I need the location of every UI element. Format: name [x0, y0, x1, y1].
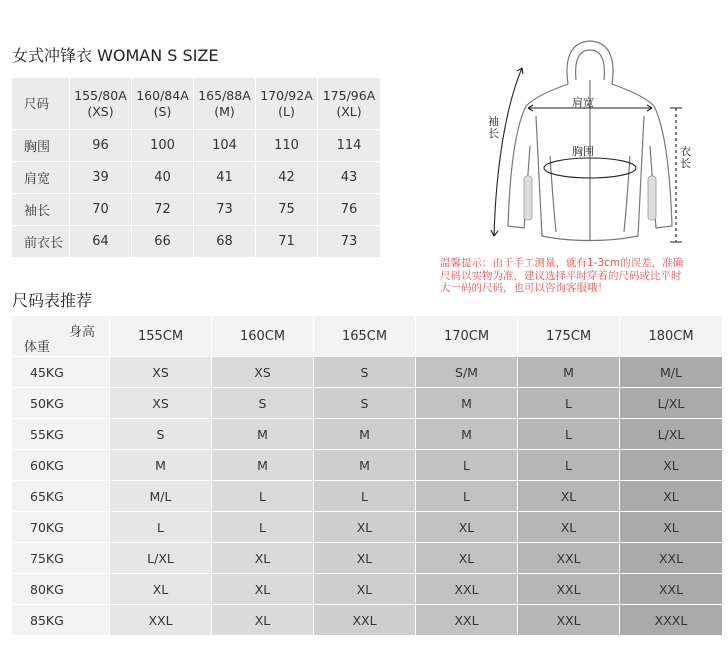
size-cell: S/M: [416, 357, 518, 388]
weight-cell: 70KG: [12, 512, 110, 543]
recommend-row: [12, 543, 722, 574]
height-label: 身高: [68, 325, 95, 340]
size-cell: S: [314, 357, 416, 388]
shoulder-width-label: 肩宽: [572, 96, 594, 109]
size-cell: XL: [518, 512, 620, 543]
recommend-row: [12, 605, 722, 636]
recommend-row: [12, 450, 722, 481]
size-col-header: 160/84A (S): [132, 78, 194, 130]
size-cell: 40: [132, 162, 194, 194]
size-cell: 39: [70, 162, 132, 194]
size-table: [12, 78, 380, 258]
size-cell: M: [314, 450, 416, 481]
size-cell: 114: [318, 130, 380, 162]
recommend-title: 尺码表推荐: [12, 291, 93, 310]
size-cell: 104: [194, 130, 256, 162]
size-cell: 42: [256, 162, 318, 194]
size-cell: XL: [212, 574, 314, 605]
size-cell: L: [416, 481, 518, 512]
recommend-row: [12, 388, 722, 419]
size-cell: 96: [70, 130, 132, 162]
size-cell: XL: [314, 574, 416, 605]
size-cell: 75: [256, 194, 318, 226]
size-cell: M: [110, 450, 212, 481]
size-cell: XS: [110, 388, 212, 419]
size-cell: 100: [132, 130, 194, 162]
size-row-shoulder: [12, 162, 380, 194]
size-row-length: [12, 226, 380, 258]
size-cell: XXL: [416, 605, 518, 636]
size-cell: XXL: [518, 543, 620, 574]
size-cell: XL: [212, 605, 314, 636]
tip-line: 温馨提示：由于手工测量，就有1-3cm的误差，准确: [440, 257, 684, 269]
size-cell: 43: [318, 162, 380, 194]
weight-cell: 60KG: [12, 450, 110, 481]
size-cell: L: [518, 450, 620, 481]
size-cell: XL: [416, 543, 518, 574]
size-cell: XL: [620, 512, 722, 543]
size-cell: XXL: [620, 543, 722, 574]
size-cell: 73: [194, 194, 256, 226]
size-cell: 110: [256, 130, 318, 162]
size-cell: M: [212, 450, 314, 481]
size-cell: 71: [256, 226, 318, 258]
size-corner-label: 尺码: [12, 78, 70, 130]
size-row-sleeve: [12, 194, 380, 226]
weight-cell: 85KG: [12, 605, 110, 636]
measurement-tip: [440, 257, 710, 295]
size-col-header: 155/80A (XS): [70, 78, 132, 130]
size-cell: XXL: [620, 574, 722, 605]
size-cell: XL: [620, 450, 722, 481]
size-row-chest: [12, 130, 380, 162]
size-cell: XXL: [518, 574, 620, 605]
size-cell: M/L: [110, 481, 212, 512]
size-cell: M: [416, 419, 518, 450]
height-header: 175CM: [518, 316, 620, 357]
recommend-header: [12, 316, 722, 357]
size-cell: 70: [70, 194, 132, 226]
recommend-row: [12, 512, 722, 543]
recommend-row: [12, 574, 722, 605]
size-cell: M: [314, 419, 416, 450]
size-cell: M/L: [620, 357, 722, 388]
height-weight-corner: [12, 316, 110, 357]
weight-cell: 80KG: [12, 574, 110, 605]
size-cell: L: [110, 512, 212, 543]
size-cell: M: [416, 388, 518, 419]
size-cell: XS: [212, 357, 314, 388]
size-cell: L: [212, 481, 314, 512]
size-cell: XL: [314, 543, 416, 574]
size-cell: XXL: [110, 605, 212, 636]
height-header: 155CM: [110, 316, 212, 357]
size-cell: 68: [194, 226, 256, 258]
size-cell: XL: [620, 481, 722, 512]
weight-cell: 75KG: [12, 543, 110, 574]
size-cell: L: [518, 388, 620, 419]
recommend-row: [12, 357, 722, 388]
size-table-header: [12, 78, 380, 130]
size-cell: 72: [132, 194, 194, 226]
size-cell: XL: [110, 574, 212, 605]
size-cell: XL: [518, 481, 620, 512]
weight-label: 体重: [24, 340, 51, 355]
tip-line: 尺码以实物为准，建议选择平时穿着的尺码或比平时: [440, 269, 682, 282]
recommend-table: [12, 316, 722, 636]
row-label: 前衣长: [12, 226, 70, 258]
page-title: 女式冲锋衣 WOMAN S SIZE: [12, 46, 219, 65]
size-col-header: 175/96A (XL): [318, 78, 380, 130]
size-cell: 66: [132, 226, 194, 258]
size-cell: L/XL: [620, 388, 722, 419]
size-cell: 76: [318, 194, 380, 226]
size-cell: S: [212, 388, 314, 419]
size-cell: S: [110, 419, 212, 450]
height-header: 180CM: [620, 316, 722, 357]
size-cell: XL: [416, 512, 518, 543]
body-length-label: 衣长: [680, 145, 691, 170]
size-cell: XXL: [518, 605, 620, 636]
height-header: 160CM: [212, 316, 314, 357]
recommend-row: [12, 419, 722, 450]
weight-cell: 50KG: [12, 388, 110, 419]
size-cell: XXXL: [620, 605, 722, 636]
height-header: 165CM: [314, 316, 416, 357]
size-cell: L: [314, 481, 416, 512]
size-cell: M: [212, 419, 314, 450]
size-cell: L: [518, 419, 620, 450]
row-label: 袖长: [12, 194, 70, 226]
size-col-header: 165/88A (M): [194, 78, 256, 130]
size-cell: L: [416, 450, 518, 481]
size-cell: XXL: [416, 574, 518, 605]
size-cell: XL: [212, 543, 314, 574]
size-cell: M: [518, 357, 620, 388]
weight-cell: 55KG: [12, 419, 110, 450]
row-label: 肩宽: [12, 162, 70, 194]
recommend-row: [12, 481, 722, 512]
weight-cell: 45KG: [12, 357, 110, 388]
sleeve-length-label: 袖长: [488, 115, 499, 140]
row-label: 胸围: [12, 130, 70, 162]
size-cell: XL: [314, 512, 416, 543]
size-cell: 64: [70, 226, 132, 258]
size-cell: S: [314, 388, 416, 419]
size-cell: 41: [194, 162, 256, 194]
size-col-header: 170/92A (L): [256, 78, 318, 130]
height-header: 170CM: [416, 316, 518, 357]
tip-line: 大一码的尺码，也可以咨询客服哦！: [440, 282, 608, 294]
jacket-measurement-diagram: [480, 36, 700, 254]
weight-cell: 65KG: [12, 481, 110, 512]
size-cell: L/XL: [110, 543, 212, 574]
size-cell: L/XL: [620, 419, 722, 450]
size-cell: 73: [318, 226, 380, 258]
chest-label: 胸围: [572, 145, 594, 158]
size-cell: XS: [110, 357, 212, 388]
size-cell: L: [212, 512, 314, 543]
size-cell: XXL: [314, 605, 416, 636]
